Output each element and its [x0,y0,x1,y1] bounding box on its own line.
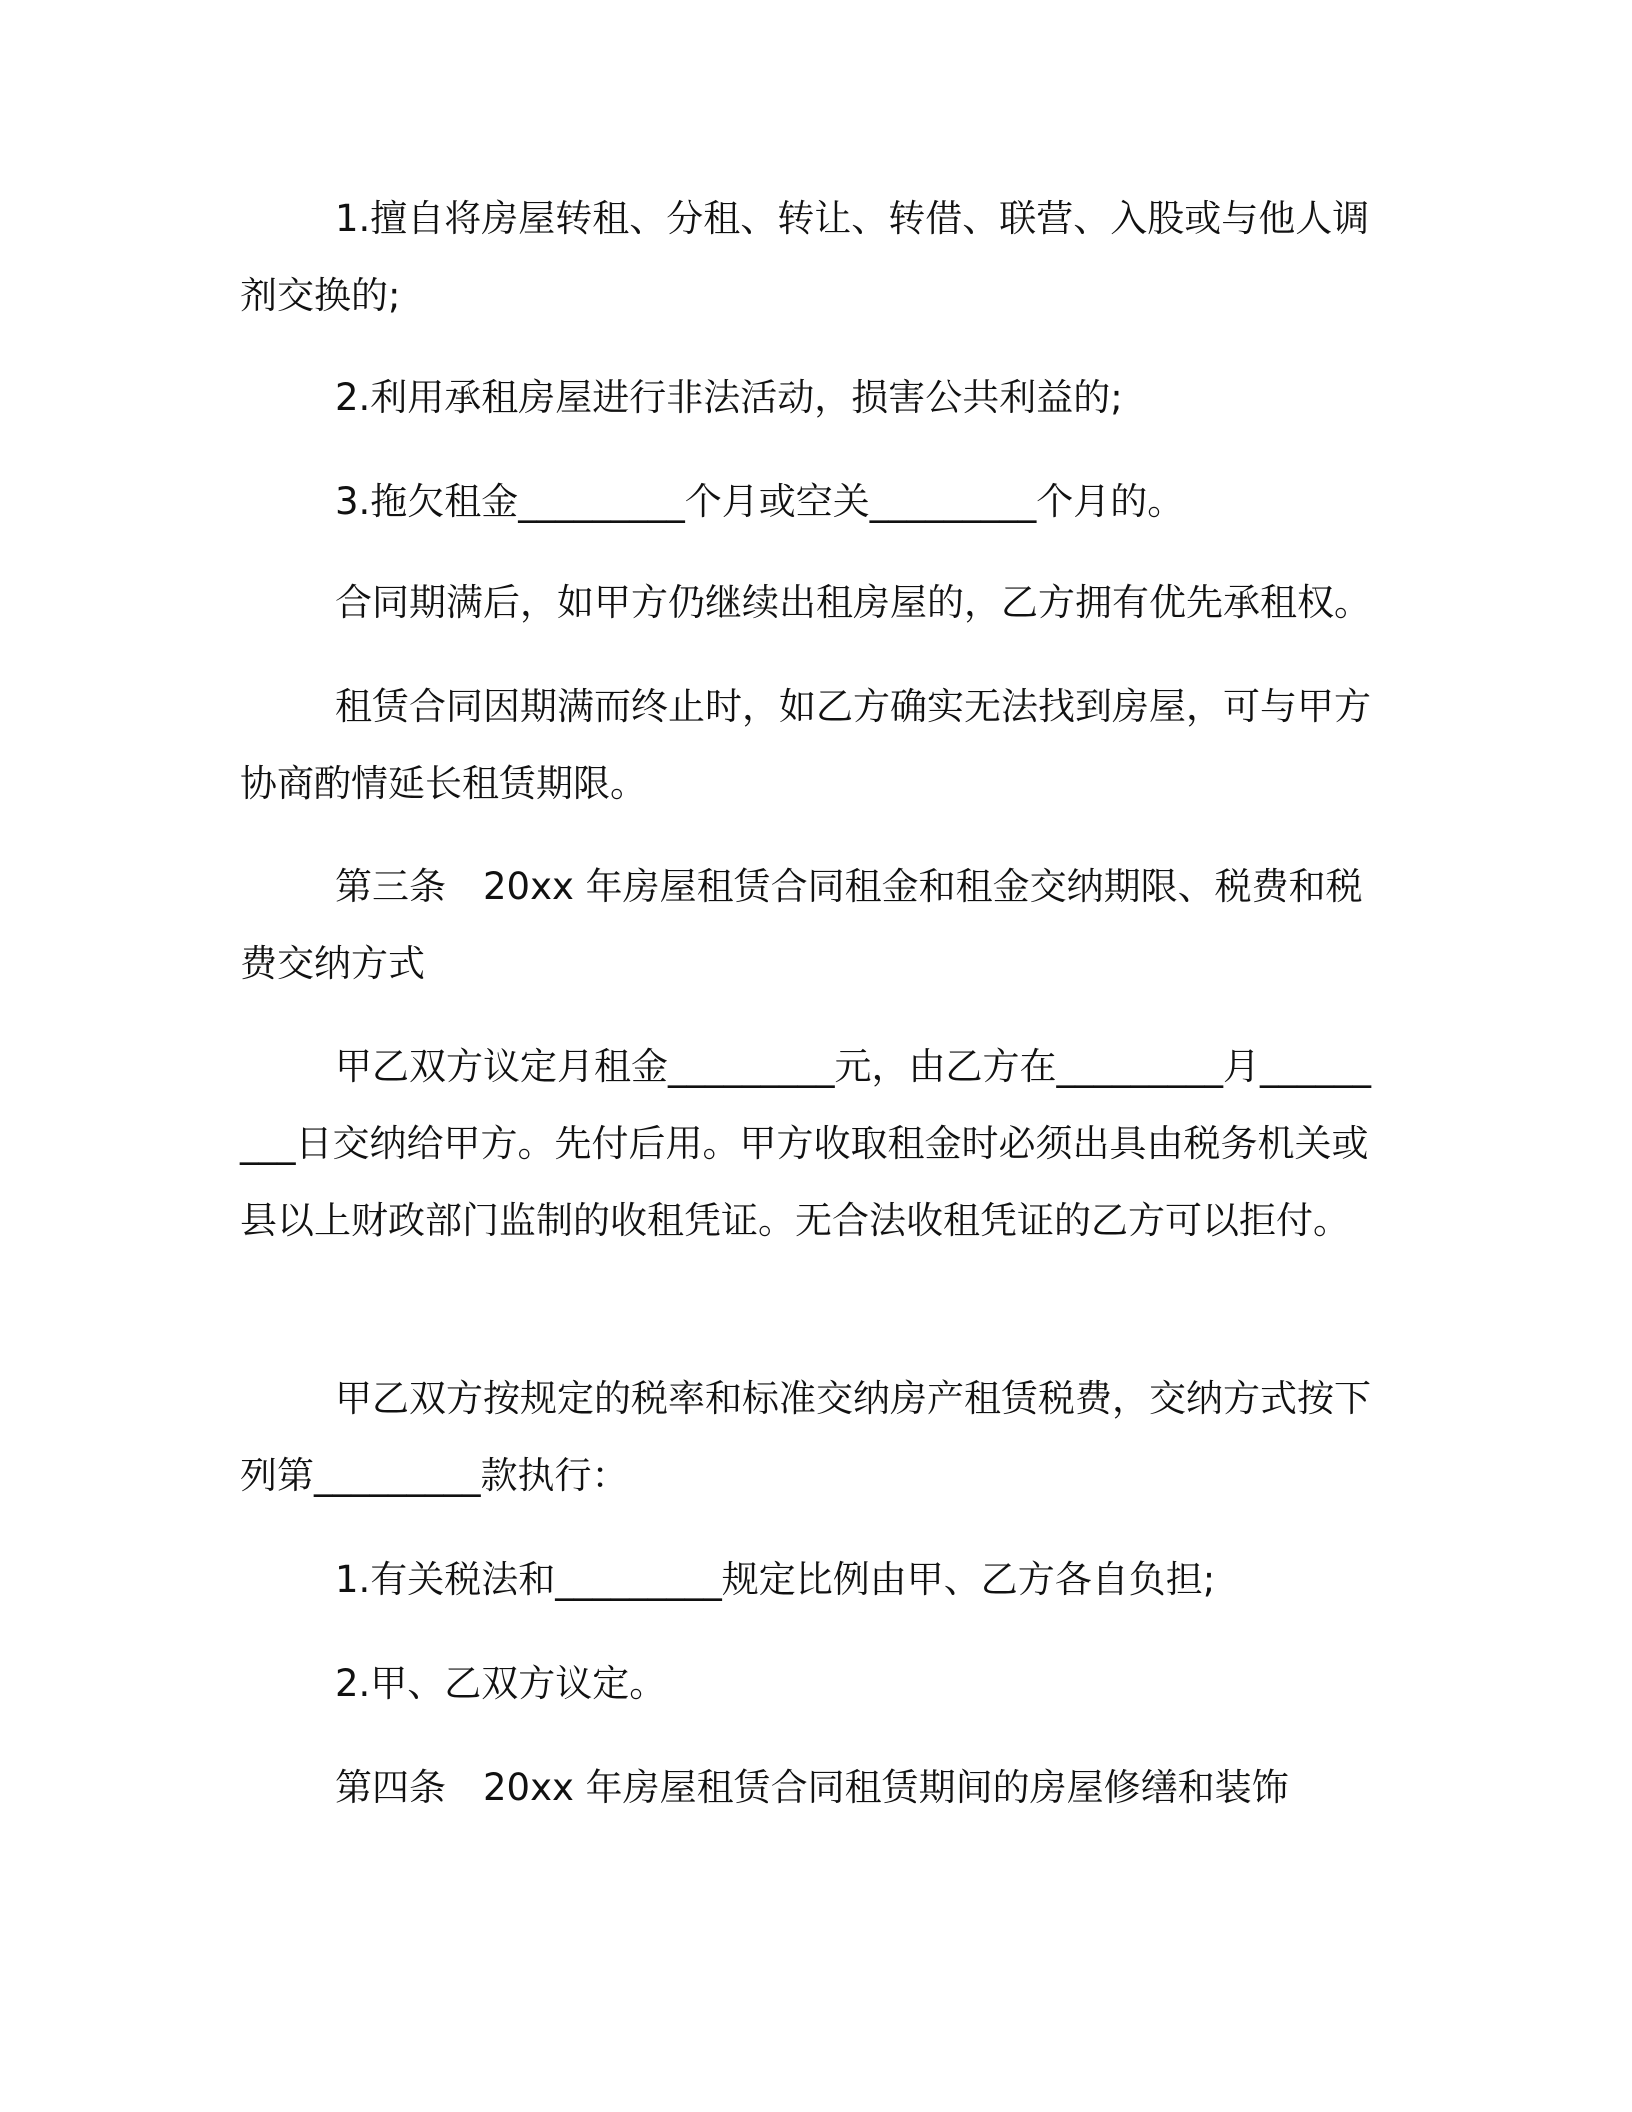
paragraph-tax-option-2: 2.甲、乙双方议定。 [335,1662,667,1705]
paragraph-clause-2: 2.利用承租房屋进行非法活动，损害公共利益的; [335,376,1123,419]
paragraph-monthly-rent: 甲乙双方议定月租金_________元，由乙方在_________月_________日交纳给甲方。先付后用。甲方收取租金时必须出具由税务机关或县以上财政部门监制的收租凭证。无合法收租凭证的乙方可以拒付。 [240,1045,1371,1242]
paragraph-tax-option-1: 1.有关税法和_________规定比例由甲、乙方各自负担; [335,1558,1216,1601]
paragraph-clause-3: 3.拖欠租金_________个月或空关_________个月的。 [335,480,1185,523]
paragraph-priority-lease: 合同期满后，如甲方仍继续出租房屋的，乙方拥有优先承租权。 [335,581,1371,624]
heading-article-3: 第三条 20xx 年房屋租赁合同租金和租金交纳期限、税费和税费交纳方式 [240,865,1363,985]
heading-article-4: 第四条 20xx 年房屋租赁合同租赁期间的房屋修缮和装饰 [335,1766,1289,1809]
paragraph-lease-extension: 租赁合同因期满而终止时，如乙方确实无法找到房屋，可与甲方协商酌情延长租赁期限。 [240,685,1371,805]
paragraph-tax-payment: 甲乙双方按规定的税率和标准交纳房产租赁税费，交纳方式按下列第_________款执行： [240,1377,1371,1497]
paragraph-clause-1: 1.擅自将房屋转租、分租、转让、转借、联营、入股或与他人调剂交换的; [240,197,1370,317]
